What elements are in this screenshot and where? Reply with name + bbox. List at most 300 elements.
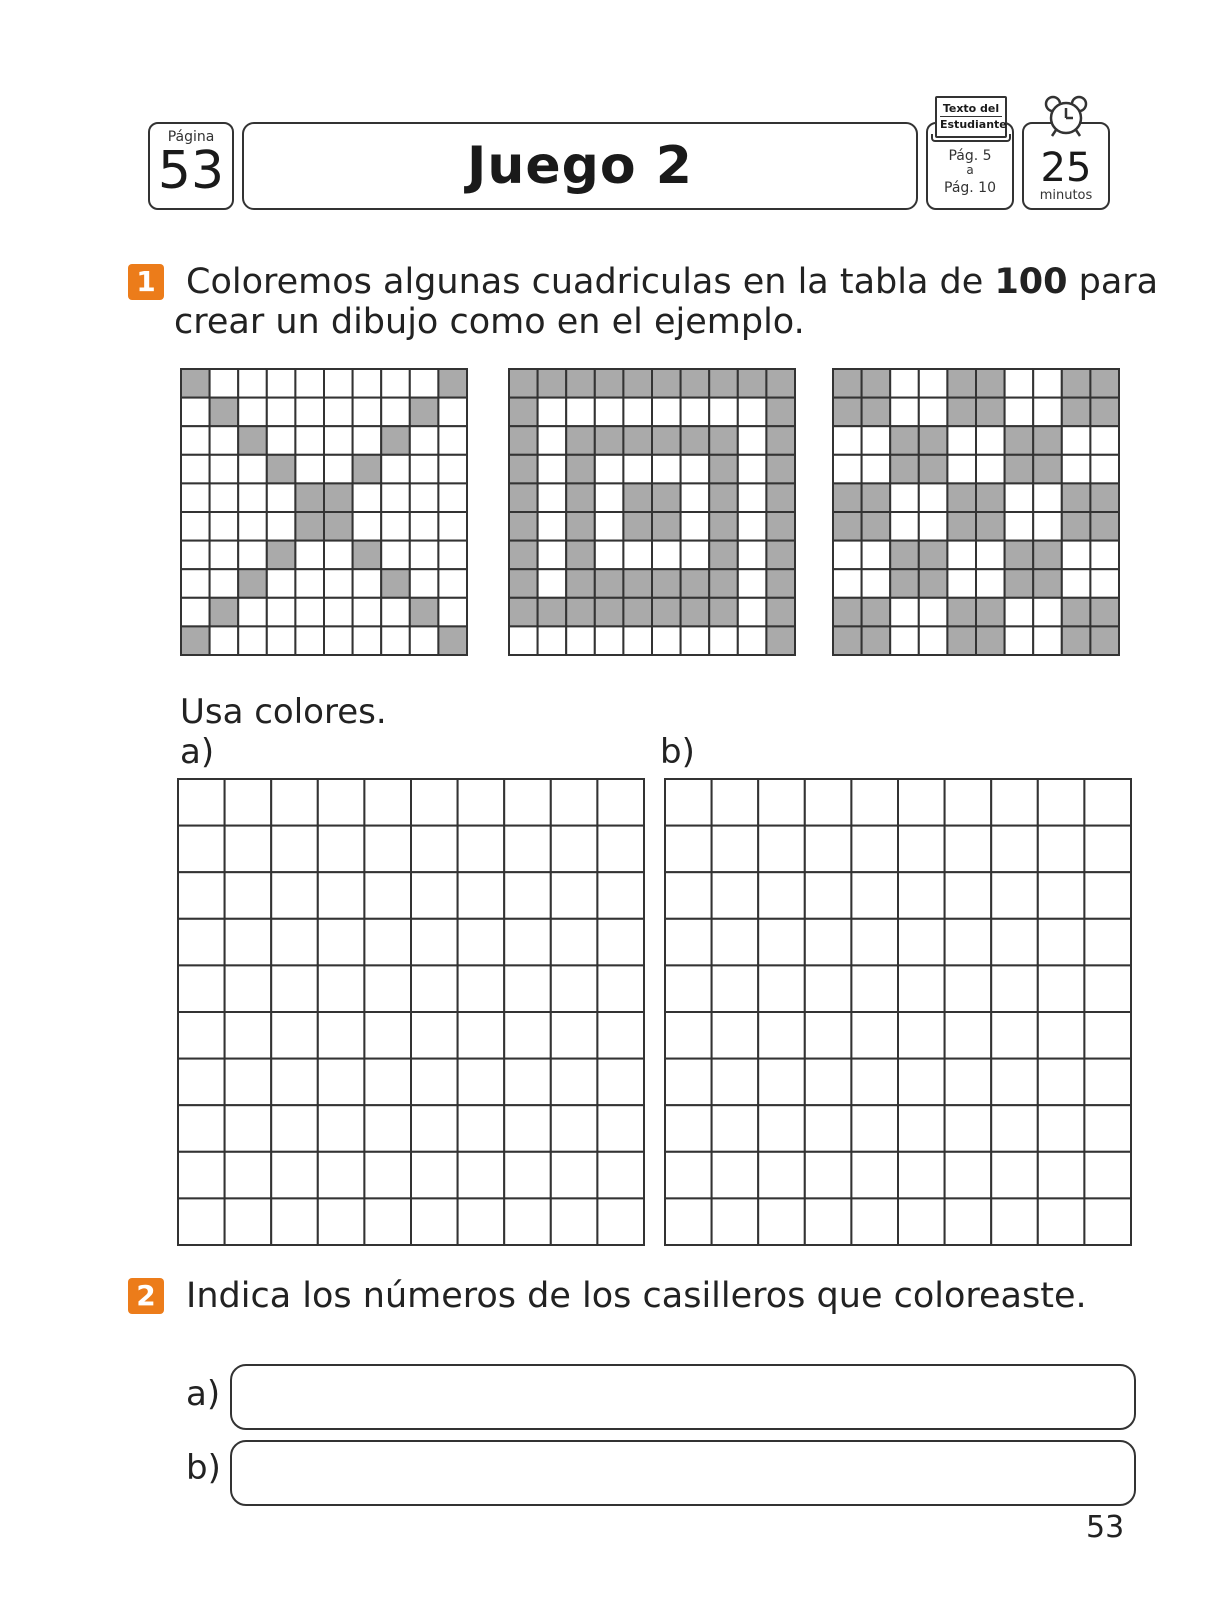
grid-cell: [267, 398, 296, 427]
grid-cell[interactable]: [665, 826, 712, 873]
shaded-cell: [509, 541, 538, 570]
grid-cell[interactable]: [991, 1012, 1038, 1059]
grid-cell[interactable]: [665, 1012, 712, 1059]
grid-cell[interactable]: [225, 1059, 272, 1106]
grid-cell[interactable]: [665, 1059, 712, 1106]
grid-cell[interactable]: [458, 1105, 505, 1152]
shaded-cell: [976, 483, 1005, 512]
shaded-cell: [833, 626, 862, 655]
grid-cell[interactable]: [1084, 1012, 1131, 1059]
grid-cell[interactable]: [225, 965, 272, 1012]
grid-cell[interactable]: [225, 779, 272, 826]
grid-cell: [595, 483, 624, 512]
grid-cell[interactable]: [991, 779, 1038, 826]
shaded-cell: [766, 541, 795, 570]
grid-cell[interactable]: [504, 965, 551, 1012]
grid-cell[interactable]: [665, 779, 712, 826]
grid-cell[interactable]: [851, 1152, 898, 1199]
grid-cell[interactable]: [712, 1012, 759, 1059]
grid-cell: [1033, 369, 1062, 398]
grid-cell: [1033, 398, 1062, 427]
grid-cell[interactable]: [458, 1059, 505, 1106]
grid-cell: [295, 369, 324, 398]
grid-cell[interactable]: [458, 1152, 505, 1199]
shaded-cell: [566, 512, 595, 541]
grid-cell: [681, 455, 710, 484]
grid-cell[interactable]: [665, 919, 712, 966]
grid-cell[interactable]: [851, 965, 898, 1012]
grid-cell[interactable]: [318, 1152, 365, 1199]
grid-cell[interactable]: [805, 1059, 852, 1106]
grid-cell[interactable]: [504, 919, 551, 966]
grid-cell[interactable]: [851, 1012, 898, 1059]
grid-cell[interactable]: [271, 965, 318, 1012]
grid-cell[interactable]: [178, 919, 225, 966]
grid-cell[interactable]: [178, 1152, 225, 1199]
grid-cell[interactable]: [712, 965, 759, 1012]
time-value: 25: [1040, 145, 1092, 191]
shaded-cell: [1062, 483, 1091, 512]
grid-cell[interactable]: [805, 1012, 852, 1059]
grid-cell[interactable]: [665, 1105, 712, 1152]
grid-cell[interactable]: [458, 965, 505, 1012]
grid-cell[interactable]: [758, 872, 805, 919]
grid-cell[interactable]: [805, 1152, 852, 1199]
grid-cell[interactable]: [551, 1152, 598, 1199]
grid-cell[interactable]: [712, 1152, 759, 1199]
grid-cell[interactable]: [597, 1152, 644, 1199]
grid-cell[interactable]: [1038, 872, 1085, 919]
grid-cell[interactable]: [597, 779, 644, 826]
grid-cell[interactable]: [945, 826, 992, 873]
grid-cell[interactable]: [225, 1198, 272, 1245]
q1-text-b: para: [1067, 262, 1159, 302]
grid-cell: [595, 512, 624, 541]
grid-cell[interactable]: [805, 779, 852, 826]
grid-cell: [267, 426, 296, 455]
grid-cell[interactable]: [1084, 1198, 1131, 1245]
shaded-cell: [681, 426, 710, 455]
grid-cell[interactable]: [225, 1152, 272, 1199]
question-2-number: 2: [128, 1278, 164, 1314]
grid-cell: [438, 541, 467, 570]
grid-cell[interactable]: [597, 826, 644, 873]
grid-cell[interactable]: [898, 965, 945, 1012]
grid-cell[interactable]: [271, 1105, 318, 1152]
grid-cell[interactable]: [758, 919, 805, 966]
shaded-cell: [919, 455, 948, 484]
grid-cell: [976, 569, 1005, 598]
grid-cell[interactable]: [805, 872, 852, 919]
grid-cell[interactable]: [1084, 1152, 1131, 1199]
answer-b-field[interactable]: [230, 1440, 1136, 1506]
shaded-cell: [947, 598, 976, 627]
grid-cell[interactable]: [851, 872, 898, 919]
grid-cell[interactable]: [991, 965, 1038, 1012]
shaded-cell: [509, 483, 538, 512]
example-grid-1: [180, 368, 468, 656]
grid-cell[interactable]: [851, 1198, 898, 1245]
ref-to: Pág. 10: [944, 180, 996, 196]
grid-cell[interactable]: [665, 965, 712, 1012]
grid-cell[interactable]: [551, 826, 598, 873]
grid-cell[interactable]: [458, 1012, 505, 1059]
grid-cell[interactable]: [712, 826, 759, 873]
grid-cell[interactable]: [898, 1152, 945, 1199]
shaded-cell: [709, 569, 738, 598]
grid-cell[interactable]: [1038, 1012, 1085, 1059]
grid-cell[interactable]: [665, 1152, 712, 1199]
grid-cell[interactable]: [318, 919, 365, 966]
grid-cell: [410, 626, 439, 655]
grid-cell[interactable]: [1038, 826, 1085, 873]
shaded-cell: [1062, 626, 1091, 655]
grid-cell[interactable]: [597, 1198, 644, 1245]
grid-cell[interactable]: [945, 1152, 992, 1199]
grid-cell[interactable]: [271, 779, 318, 826]
grid-cell: [238, 369, 267, 398]
grid-cell[interactable]: [225, 872, 272, 919]
shaded-cell: [595, 569, 624, 598]
grid-cell[interactable]: [504, 1012, 551, 1059]
shaded-cell: [766, 626, 795, 655]
grid-cell: [410, 512, 439, 541]
grid-cell[interactable]: [898, 1105, 945, 1152]
q1-text-a: Coloremos algunas cuadriculas en la tabla de: [186, 262, 995, 302]
shaded-cell: [509, 569, 538, 598]
shaded-cell: [709, 598, 738, 627]
shaded-cell: [210, 598, 239, 627]
grid-cell[interactable]: [271, 1012, 318, 1059]
grid-cell: [1005, 598, 1034, 627]
grid-cell[interactable]: [504, 779, 551, 826]
grid-cell[interactable]: [364, 872, 411, 919]
grid-cell[interactable]: [318, 1012, 365, 1059]
grid-cell[interactable]: [851, 779, 898, 826]
grid-cell[interactable]: [758, 826, 805, 873]
grid-cell: [652, 455, 681, 484]
grid-cell[interactable]: [178, 872, 225, 919]
grid-cell: [438, 455, 467, 484]
grid-cell[interactable]: [504, 1198, 551, 1245]
grid-cell[interactable]: [945, 1198, 992, 1245]
grid-cell[interactable]: [851, 1059, 898, 1106]
grid-cell[interactable]: [597, 919, 644, 966]
grid-cell: [919, 598, 948, 627]
grid-cell[interactable]: [991, 826, 1038, 873]
grid-cell[interactable]: [411, 1198, 458, 1245]
grid-cell: [210, 626, 239, 655]
grid-cell[interactable]: [945, 919, 992, 966]
grid-cell[interactable]: [805, 965, 852, 1012]
grid-cell[interactable]: [271, 1152, 318, 1199]
grid-cell[interactable]: [551, 1012, 598, 1059]
shaded-cell: [595, 598, 624, 627]
grid-cell[interactable]: [551, 919, 598, 966]
grid-cell[interactable]: [178, 826, 225, 873]
grid-cell[interactable]: [318, 779, 365, 826]
grid-cell: [1090, 455, 1119, 484]
shaded-cell: [947, 626, 976, 655]
grid-cell: [947, 426, 976, 455]
grid-cell[interactable]: [945, 965, 992, 1012]
grid-cell[interactable]: [458, 779, 505, 826]
grid-cell: [353, 512, 382, 541]
grid-cell[interactable]: [898, 1012, 945, 1059]
grid-cell: [238, 626, 267, 655]
alarm-clock-icon: [1043, 94, 1089, 140]
grid-cell: [890, 626, 919, 655]
grid-cell[interactable]: [178, 1012, 225, 1059]
grid-cell: [738, 598, 767, 627]
grid-cell: [1005, 512, 1034, 541]
grid-cell[interactable]: [364, 965, 411, 1012]
grid-cell[interactable]: [1084, 1105, 1131, 1152]
grid-cell[interactable]: [504, 1059, 551, 1106]
grid-cell[interactable]: [665, 1198, 712, 1245]
grid-cell[interactable]: [551, 1198, 598, 1245]
grid-cell[interactable]: [1084, 872, 1131, 919]
shaded-cell: [652, 369, 681, 398]
grid-cell[interactable]: [551, 779, 598, 826]
grid-cell: [438, 512, 467, 541]
grid-cell[interactable]: [712, 1059, 759, 1106]
grid-cell[interactable]: [1084, 919, 1131, 966]
grid-cell: [623, 398, 652, 427]
grid-cell[interactable]: [551, 1105, 598, 1152]
grid-cell: [210, 512, 239, 541]
grid-cell[interactable]: [758, 1152, 805, 1199]
shaded-cell: [566, 369, 595, 398]
grid-cell[interactable]: [225, 1105, 272, 1152]
grid-cell[interactable]: [225, 826, 272, 873]
shaded-cell: [976, 512, 1005, 541]
grid-cell[interactable]: [178, 1198, 225, 1245]
grid-cell: [509, 626, 538, 655]
grid-cell[interactable]: [411, 1105, 458, 1152]
grid-cell[interactable]: [1038, 919, 1085, 966]
grid-cell[interactable]: [898, 919, 945, 966]
shaded-cell: [1005, 569, 1034, 598]
shaded-cell: [947, 369, 976, 398]
grid-cell[interactable]: [898, 779, 945, 826]
grid-cell[interactable]: [364, 1152, 411, 1199]
grid-cell[interactable]: [411, 919, 458, 966]
grid-cell[interactable]: [1038, 1059, 1085, 1106]
grid-cell[interactable]: [851, 826, 898, 873]
shaded-cell: [947, 398, 976, 427]
grid-cell[interactable]: [1084, 1059, 1131, 1106]
grid-cell[interactable]: [945, 1059, 992, 1106]
grid-cell[interactable]: [458, 1198, 505, 1245]
grid-cell[interactable]: [945, 779, 992, 826]
grid-cell[interactable]: [411, 1152, 458, 1199]
grid-cell[interactable]: [1084, 965, 1131, 1012]
grid-cell[interactable]: [758, 1059, 805, 1106]
grid-cell[interactable]: [411, 1059, 458, 1106]
grid-cell[interactable]: [551, 872, 598, 919]
shaded-cell: [295, 483, 324, 512]
shaded-cell: [709, 455, 738, 484]
grid-cell[interactable]: [898, 1198, 945, 1245]
grid-cell[interactable]: [364, 1105, 411, 1152]
grid-cell[interactable]: [1038, 1198, 1085, 1245]
grid-b-label: b): [660, 732, 695, 772]
grid-cell: [324, 455, 353, 484]
grid-cell[interactable]: [458, 919, 505, 966]
grid-cell[interactable]: [551, 965, 598, 1012]
grid-cell: [681, 483, 710, 512]
grid-cell[interactable]: [712, 779, 759, 826]
grid-cell[interactable]: [898, 872, 945, 919]
grid-cell[interactable]: [178, 1059, 225, 1106]
grid-cell: [181, 569, 210, 598]
grid-cell[interactable]: [504, 1105, 551, 1152]
grid-cell: [862, 426, 891, 455]
coloring-grid-b[interactable]: [664, 778, 1132, 1250]
grid-cell[interactable]: [364, 779, 411, 826]
grid-cell[interactable]: [271, 872, 318, 919]
grid-cell: [381, 598, 410, 627]
grid-cell[interactable]: [945, 1012, 992, 1059]
grid-cell[interactable]: [1038, 779, 1085, 826]
grid-cell: [381, 369, 410, 398]
grid-cell[interactable]: [597, 1059, 644, 1106]
grid-cell[interactable]: [712, 872, 759, 919]
grid-cell[interactable]: [805, 919, 852, 966]
grid-cell[interactable]: [411, 1012, 458, 1059]
grid-cell[interactable]: [458, 826, 505, 873]
grid-cell[interactable]: [991, 919, 1038, 966]
grid-cell: [976, 426, 1005, 455]
grid-cell[interactable]: [364, 826, 411, 873]
grid-cell[interactable]: [504, 1152, 551, 1199]
grid-cell[interactable]: [225, 919, 272, 966]
grid-cell[interactable]: [898, 1059, 945, 1106]
grid-cell[interactable]: [851, 1105, 898, 1152]
grid-cell[interactable]: [1038, 1105, 1085, 1152]
shaded-cell: [919, 426, 948, 455]
grid-cell[interactable]: [318, 1105, 365, 1152]
grid-cell[interactable]: [271, 1198, 318, 1245]
grid-cell[interactable]: [364, 1012, 411, 1059]
grid-cell: [410, 426, 439, 455]
grid-cell[interactable]: [178, 1105, 225, 1152]
grid-cell[interactable]: [411, 779, 458, 826]
grid-cell[interactable]: [1038, 1152, 1085, 1199]
grid-cell: [410, 483, 439, 512]
grid-cell[interactable]: [665, 872, 712, 919]
grid-cell[interactable]: [411, 826, 458, 873]
grid-cell[interactable]: [945, 1105, 992, 1152]
grid-cell[interactable]: [178, 965, 225, 1012]
grid-cell[interactable]: [991, 1198, 1038, 1245]
grid-cell[interactable]: [318, 826, 365, 873]
grid-cell[interactable]: [991, 1152, 1038, 1199]
grid-cell[interactable]: [898, 826, 945, 873]
grid-cell[interactable]: [945, 872, 992, 919]
grid-cell[interactable]: [271, 826, 318, 873]
shaded-cell: [890, 455, 919, 484]
shaded-cell: [566, 483, 595, 512]
grid-cell[interactable]: [364, 1059, 411, 1106]
question-1-line1: [186, 262, 1158, 302]
grid-cell[interactable]: [597, 965, 644, 1012]
grid-cell[interactable]: [318, 965, 365, 1012]
grid-cell[interactable]: [758, 1012, 805, 1059]
grid-cell: [1005, 398, 1034, 427]
grid-cell[interactable]: [991, 1105, 1038, 1152]
grid-cell[interactable]: [597, 1105, 644, 1152]
shaded-cell: [509, 512, 538, 541]
grid-cell[interactable]: [271, 1059, 318, 1106]
grid-cell: [353, 626, 382, 655]
grid-cell[interactable]: [805, 1198, 852, 1245]
grid-cell[interactable]: [712, 1198, 759, 1245]
grid-cell[interactable]: [851, 919, 898, 966]
shaded-cell: [1090, 512, 1119, 541]
grid-cell[interactable]: [411, 965, 458, 1012]
grid-cell[interactable]: [712, 1105, 759, 1152]
grid-cell: [295, 398, 324, 427]
grid-cell[interactable]: [1038, 965, 1085, 1012]
shaded-cell: [862, 512, 891, 541]
grid-cell[interactable]: [758, 779, 805, 826]
grid-cell[interactable]: [364, 1198, 411, 1245]
grid-cell[interactable]: [805, 826, 852, 873]
grid-cell[interactable]: [318, 872, 365, 919]
grid-cell: [652, 398, 681, 427]
grid-cell[interactable]: [225, 1012, 272, 1059]
grid-cell: [919, 398, 948, 427]
grid-cell: [976, 455, 1005, 484]
answer-a-field[interactable]: [230, 1364, 1136, 1430]
grid-cell[interactable]: [178, 779, 225, 826]
question-2-text: Indica los números de los casilleros que coloreaste.: [186, 1276, 1087, 1316]
grid-cell[interactable]: [458, 872, 505, 919]
grid-cell: [738, 569, 767, 598]
coloring-grid-a[interactable]: [177, 778, 645, 1250]
grid-cell[interactable]: [271, 919, 318, 966]
grid-cell[interactable]: [758, 965, 805, 1012]
grid-cell[interactable]: [318, 1059, 365, 1106]
grid-cell: [267, 483, 296, 512]
shaded-cell: [766, 483, 795, 512]
grid-cell[interactable]: [758, 1198, 805, 1245]
grid-cell[interactable]: [597, 1012, 644, 1059]
page-title: [467, 136, 693, 196]
grid-cell[interactable]: [1084, 826, 1131, 873]
grid-cell: [410, 455, 439, 484]
grid-cell[interactable]: [504, 826, 551, 873]
grid-cell[interactable]: [551, 1059, 598, 1106]
grid-cell[interactable]: [1084, 779, 1131, 826]
grid-cell[interactable]: [411, 872, 458, 919]
grid-cell[interactable]: [991, 1059, 1038, 1106]
grid-cell[interactable]: [758, 1105, 805, 1152]
grid-cell[interactable]: [504, 872, 551, 919]
grid-cell[interactable]: [364, 919, 411, 966]
grid-cell[interactable]: [597, 872, 644, 919]
grid-cell[interactable]: [805, 1105, 852, 1152]
grid-cell[interactable]: [991, 872, 1038, 919]
shaded-cell: [267, 541, 296, 570]
shaded-cell: [1062, 369, 1091, 398]
shaded-cell: [652, 483, 681, 512]
grid-cell[interactable]: [712, 919, 759, 966]
shaded-cell: [976, 369, 1005, 398]
grid-cell[interactable]: [318, 1198, 365, 1245]
